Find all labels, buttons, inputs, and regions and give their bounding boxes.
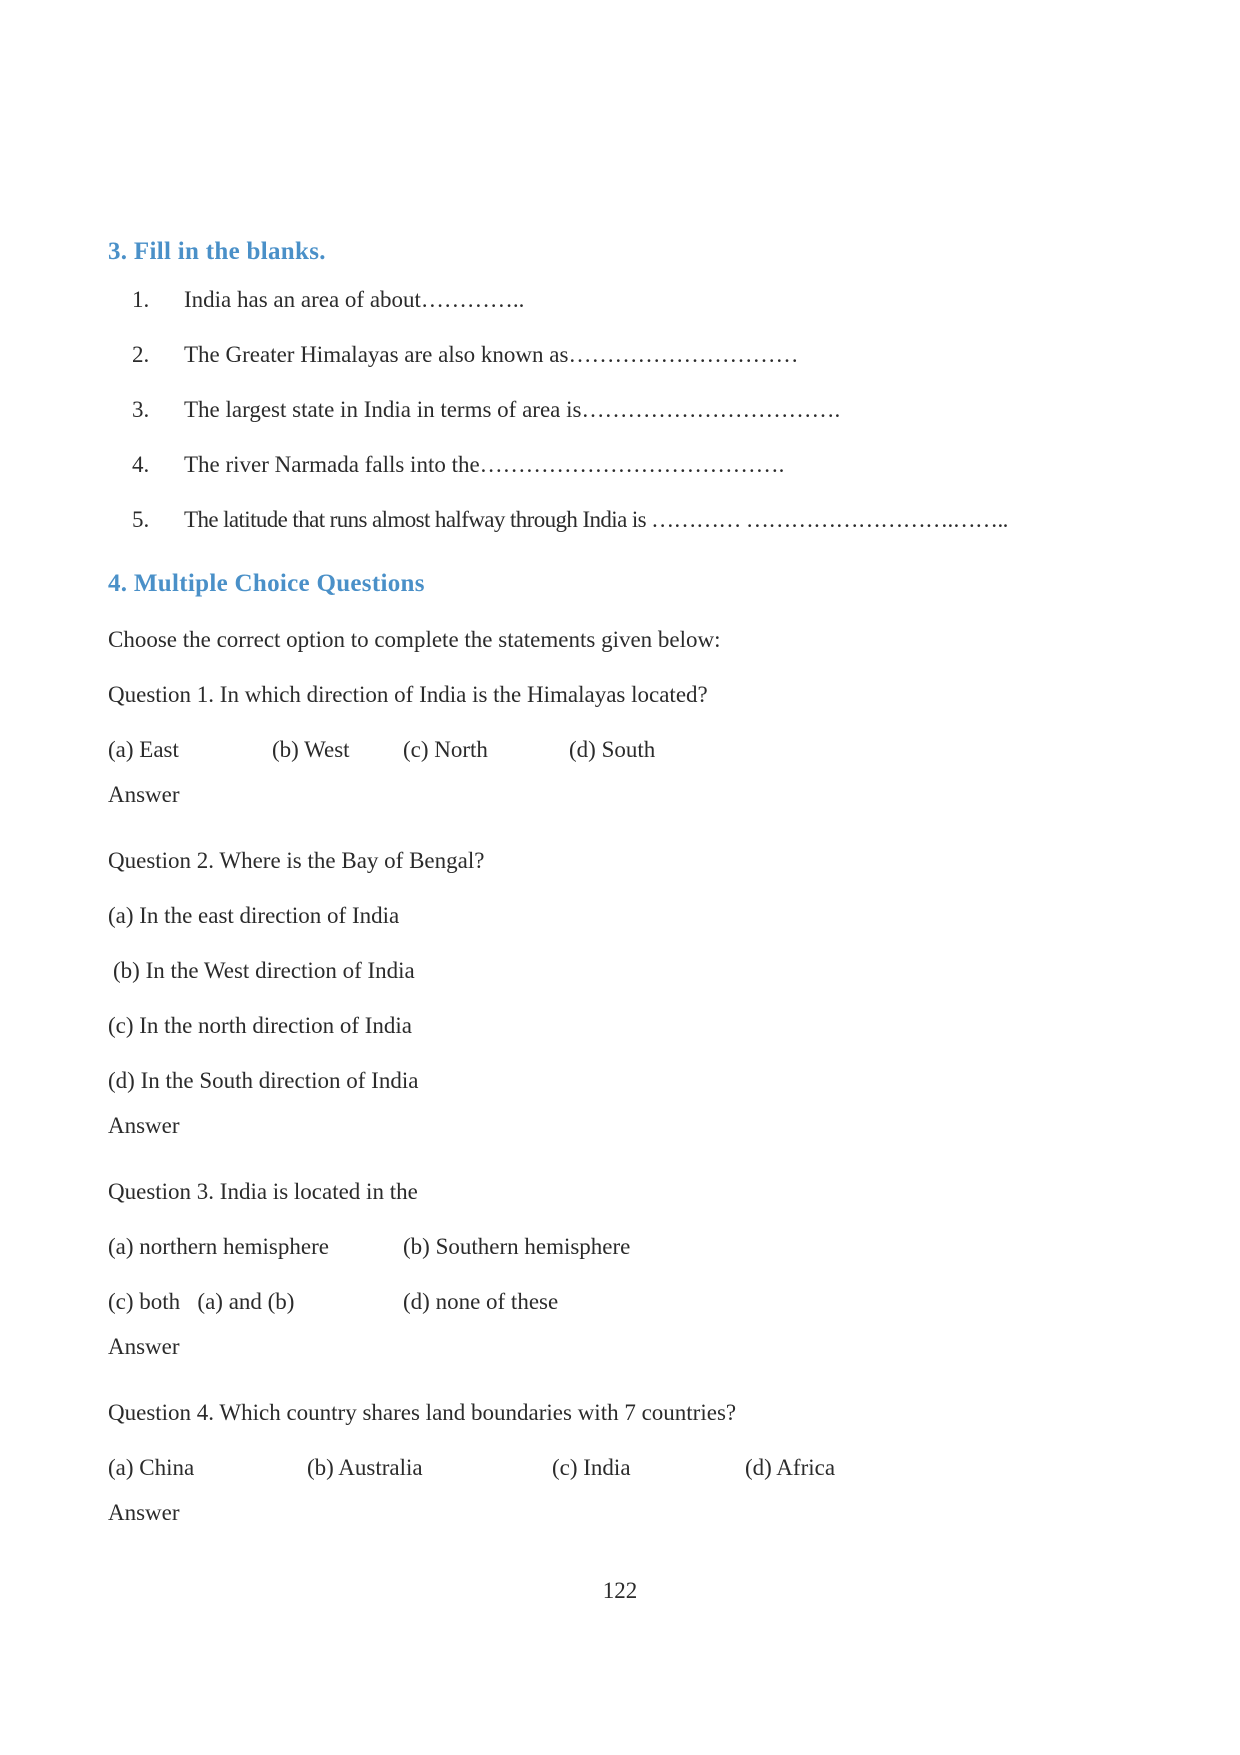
q2-option-b: (b) In the West direction of India: [113, 958, 415, 983]
item-text: India has an area of about…………..: [184, 287, 525, 312]
q4-option-b: (b) Australia: [307, 1455, 423, 1480]
question-2: Question 2. Where is the Bay of Bengal?: [108, 848, 485, 873]
item-number: 3.: [132, 397, 150, 422]
q3-option-b: (b) Southern hemisphere: [403, 1234, 631, 1259]
q3-option-c: (c) both (a) and (b): [108, 1289, 295, 1314]
q1-option-d: (d) South: [569, 737, 656, 762]
question-3: Question 3. India is located in the: [108, 1179, 418, 1204]
q2-answer-label: Answer: [108, 1113, 180, 1138]
q4-answer-label: Answer: [108, 1500, 180, 1525]
q3-answer-label: Answer: [108, 1334, 180, 1359]
q1-option-a: (a) East: [108, 737, 179, 762]
section-3-heading: 3. Fill in the blanks.: [108, 238, 326, 265]
q1-option-c: (c) North: [403, 737, 488, 762]
q2-option-c: (c) In the north direction of India: [108, 1013, 412, 1038]
q2-option-a: (a) In the east direction of India: [108, 903, 400, 928]
q1-option-b: (b) West: [272, 737, 350, 762]
item-text: The latitude that runs almost halfway through India is ………… ……………………….……..: [184, 507, 1008, 532]
item-number: 2.: [132, 342, 150, 367]
item-text: The Greater Himalayas are also known as…………………………: [184, 342, 799, 367]
q4-option-c: (c) India: [552, 1455, 631, 1480]
item-number: 4.: [132, 452, 150, 477]
q4-option-a: (a) China: [108, 1455, 195, 1480]
question-1: Question 1. In which direction of India is the Himalayas located?: [108, 682, 708, 707]
q3-option-d: (d) none of these: [403, 1289, 559, 1314]
item-number: 5.: [132, 507, 150, 532]
section-4-heading: 4. Multiple Choice Questions: [108, 570, 425, 597]
page-number: 122: [602, 1578, 638, 1603]
q4-option-d: (d) Africa: [745, 1455, 836, 1480]
item-number: 1.: [132, 287, 150, 312]
q2-option-d: (d) In the South direction of India: [108, 1068, 419, 1093]
question-4: Question 4. Which country shares land boundaries with 7 countries?: [108, 1400, 737, 1425]
instructions-text: Choose the correct option to complete the statements given below:: [108, 627, 721, 652]
item-text: The river Narmada falls into the………………………………….: [184, 452, 785, 477]
q3-option-a: (a) northern hemisphere: [108, 1234, 329, 1259]
item-text: The largest state in India in terms of area is…………………………….: [184, 397, 841, 422]
q1-answer-label: Answer: [108, 782, 180, 807]
